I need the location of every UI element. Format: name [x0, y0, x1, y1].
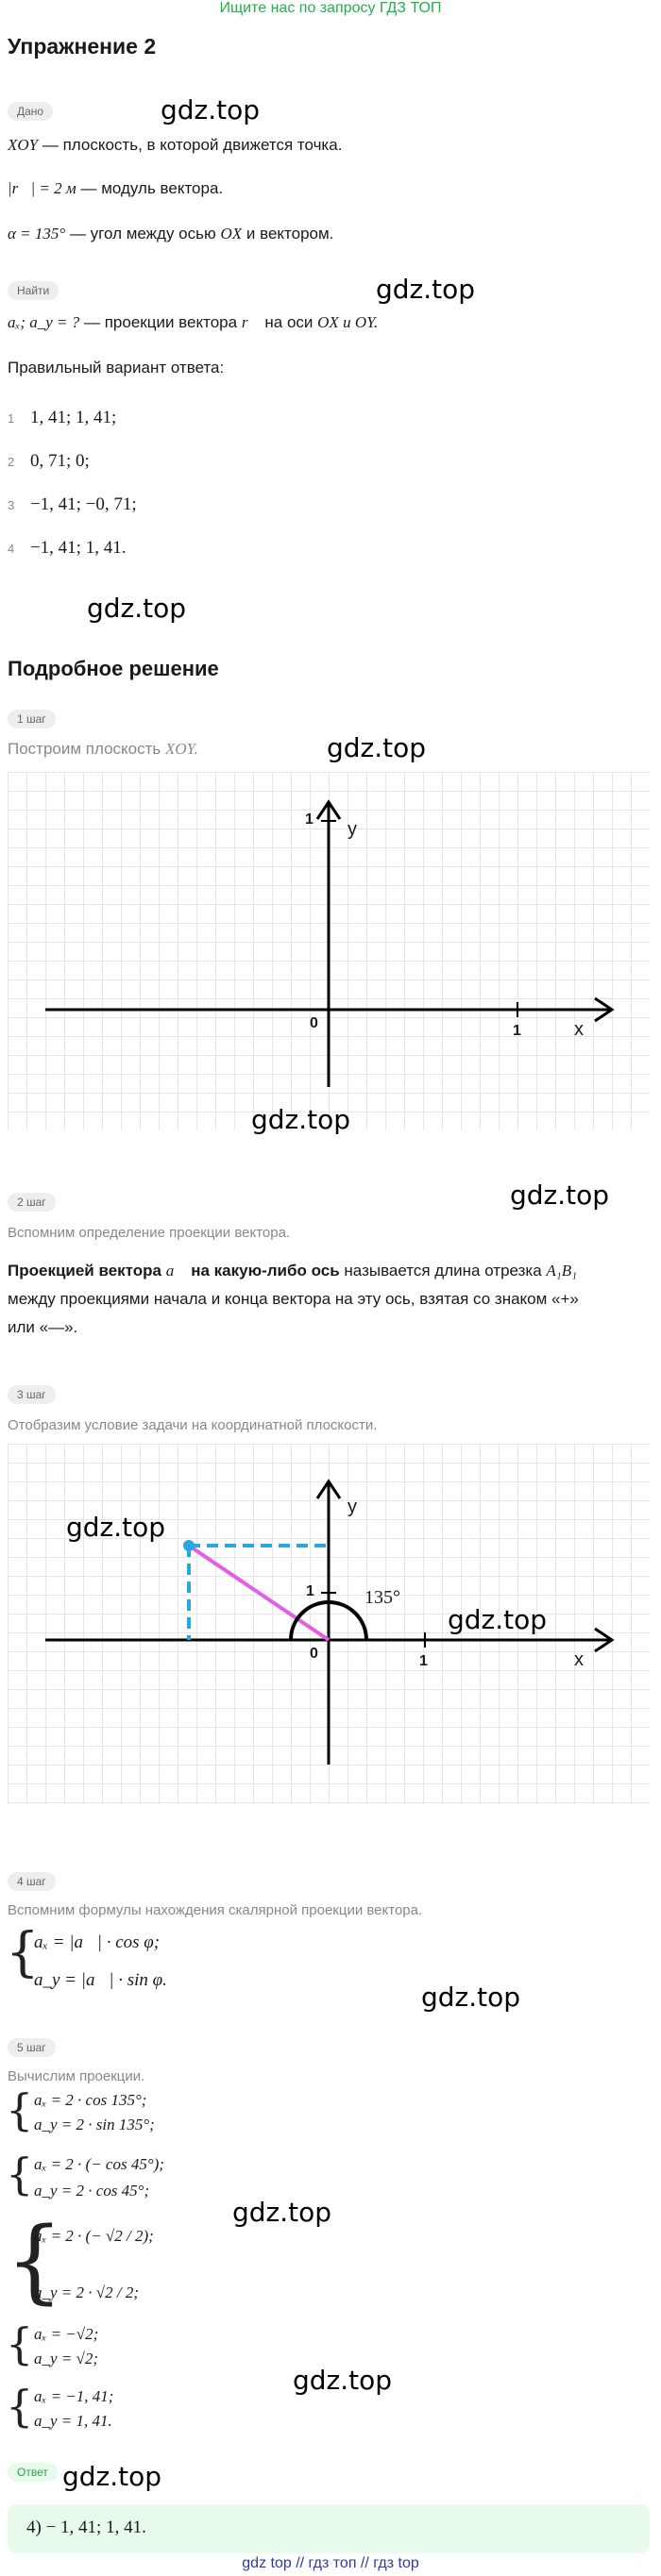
calc-2-ay: a_y = 2 · cos 45°; — [34, 2182, 150, 2200]
option-text: 0, 71; 0; — [29, 451, 90, 471]
page-title: Упражнение 2 — [8, 34, 157, 59]
x-axis-label: x — [574, 1649, 584, 1670]
step-3-text: Отобразим условие задачи на координатной плоскости. — [8, 1417, 378, 1433]
top-banner[interactable]: Ищите нас по запросу ГДЗ ТОП — [219, 0, 442, 16]
step-4-text: Вспомним формулы нахождения скалярной проекции вектора. — [8, 1902, 423, 1918]
step-4-tag: 4 шаг — [8, 1872, 56, 1891]
formula-ay: a_y = |a⃗| · sin φ. — [34, 1970, 167, 1990]
given-tag: Дано — [8, 102, 53, 121]
step-1-math: XOY. — [165, 740, 198, 758]
calc-2-ax: aₓ = 2 · (− cos 45°); — [34, 2155, 164, 2173]
given-plane-math: XOY — [8, 136, 39, 154]
answer-box — [8, 2504, 650, 2553]
watermark: gdz.top — [293, 2365, 393, 2396]
system-brace: { — [6, 2208, 64, 2314]
given-angle-text: — угол между осью — [69, 225, 216, 243]
coordinate-plane-1 — [8, 772, 650, 1130]
calc-1-ax: aₓ = 2 · cos 135°; — [34, 2091, 147, 2109]
calc-3-ay: a_y = 2 · √2 / 2; — [34, 2283, 139, 2301]
x-tick-label: 1 — [513, 1023, 521, 1039]
options-title: Правильный вариант ответа: — [8, 359, 225, 376]
angle-label: 135° — [364, 1587, 400, 1608]
watermark: gdz.top — [161, 94, 261, 125]
step-5-text: Вычислим проекции. — [8, 2068, 145, 2084]
calc-3-ax: aₓ = 2 · (− √2 / 2); — [34, 2227, 154, 2245]
y-axis-label: y — [347, 1497, 357, 1517]
footer-links[interactable]: gdz top // гдз топ // гдз top — [242, 2555, 419, 2571]
definition-vector: a⃗ — [165, 1262, 187, 1280]
calc-5-ax: aₓ = −1, 41; — [34, 2387, 114, 2405]
given-ox-math: OX — [220, 225, 243, 243]
x-axis-label: x — [574, 1019, 584, 1040]
watermark: gdz.top — [510, 1179, 610, 1211]
calc-5-ay: a_y = 1, 41. — [34, 2412, 112, 2430]
y-axis-label: y — [347, 819, 357, 840]
find-text: — проекции вектора — [84, 313, 238, 331]
given-plane-text: — плоскость, в которой движется точка. — [42, 136, 343, 154]
watermark: gdz.top — [421, 1982, 521, 2013]
option-text: 1, 41; 1, 41; — [29, 408, 117, 427]
definition-segment: A₁B₁ — [546, 1262, 577, 1280]
step-5-tag: 5 шаг — [8, 2038, 56, 2057]
given-line-2 — [8, 179, 223, 198]
find-line — [8, 313, 378, 332]
axes-svg-1 — [8, 772, 650, 1130]
answer-tag: Ответ — [8, 2463, 58, 2482]
calc-4-ax: aₓ = −√2; — [34, 2325, 99, 2343]
definition-text-3: или «—». — [8, 1318, 78, 1336]
formula-ax: aₓ = |a⃗| · cos φ; — [34, 1932, 161, 1952]
given-line-1 — [8, 136, 342, 155]
option-3[interactable] — [8, 494, 137, 515]
watermark: gdz.top — [251, 1104, 351, 1135]
given-line-3 — [8, 225, 333, 243]
system-brace: { — [6, 2381, 34, 2432]
calc-4-ay: a_y = √2; — [34, 2350, 99, 2367]
definition-bold-2: на какую-либо ось — [191, 1262, 340, 1280]
definition-text-2: между проекциями начала и конца вектора на эту ось, взятая со знаком «+» — [8, 1290, 579, 1308]
step-2-tag: 2 шаг — [8, 1193, 56, 1212]
answer-text: 4) − 1, 41; 1, 41. — [26, 2517, 146, 2537]
find-axes: OX и OY. — [317, 313, 379, 331]
given-modulus-text: — модуль вектора. — [80, 179, 224, 197]
step-1-label: Построим плоскость — [8, 740, 161, 758]
option-4[interactable] — [8, 538, 126, 559]
given-modulus-math: |r⃗| = 2 м — [8, 179, 76, 197]
definition-bold-1: Проекцией вектора — [8, 1262, 161, 1280]
find-tag: Найти — [8, 281, 59, 300]
origin-label: 0 — [310, 1015, 318, 1031]
calc-1-ay: a_y = 2 · sin 135°; — [34, 2116, 155, 2133]
step-1-tag: 1 шаг — [8, 710, 56, 728]
given-angle-end: и вектором. — [246, 225, 334, 243]
find-vector: r⃗ — [241, 313, 261, 331]
step-2-text: Вспомним определение проекции вектора. — [8, 1225, 291, 1241]
option-number: 1 — [8, 411, 15, 426]
option-number: 2 — [8, 455, 15, 469]
definition-text-1: называется длина отрезка — [344, 1262, 542, 1280]
watermark: gdz.top — [66, 1512, 166, 1543]
watermark: gdz.top — [376, 274, 476, 305]
origin-label: 0 — [310, 1646, 318, 1662]
option-2[interactable] — [8, 451, 90, 472]
coordinate-plane-2 — [8, 1444, 650, 1804]
watermark: gdz.top — [448, 1604, 548, 1635]
find-math: aₓ; a_y = ? — [8, 313, 80, 331]
watermark: gdz.top — [327, 732, 427, 763]
option-number: 4 — [8, 542, 15, 556]
step-3-tag: 3 шаг — [8, 1385, 56, 1404]
y-tick-label: 1 — [305, 811, 314, 828]
system-brace: { — [6, 2149, 34, 2200]
given-angle-math: α = 135° — [8, 225, 66, 243]
projection-definition — [8, 1257, 650, 1342]
step-1-text — [8, 740, 198, 759]
option-text: −1, 41; −0, 71; — [29, 494, 137, 514]
system-brace: { — [6, 2318, 34, 2369]
option-text: −1, 41; 1, 41. — [29, 538, 127, 558]
watermark: gdz.top — [62, 2461, 162, 2492]
system-brace: { — [6, 2084, 34, 2135]
option-1[interactable] — [8, 408, 116, 428]
watermark: gdz.top — [232, 2197, 332, 2228]
find-text-2: на оси — [264, 313, 314, 331]
system-brace: { — [6, 1922, 40, 1983]
solution-title: Подробное решение — [8, 657, 219, 680]
y-tick-label: 1 — [306, 1583, 314, 1599]
axes-svg-2 — [8, 1444, 650, 1804]
option-number: 3 — [8, 498, 15, 512]
watermark: gdz.top — [87, 593, 187, 624]
x-tick-label: 1 — [419, 1653, 428, 1669]
